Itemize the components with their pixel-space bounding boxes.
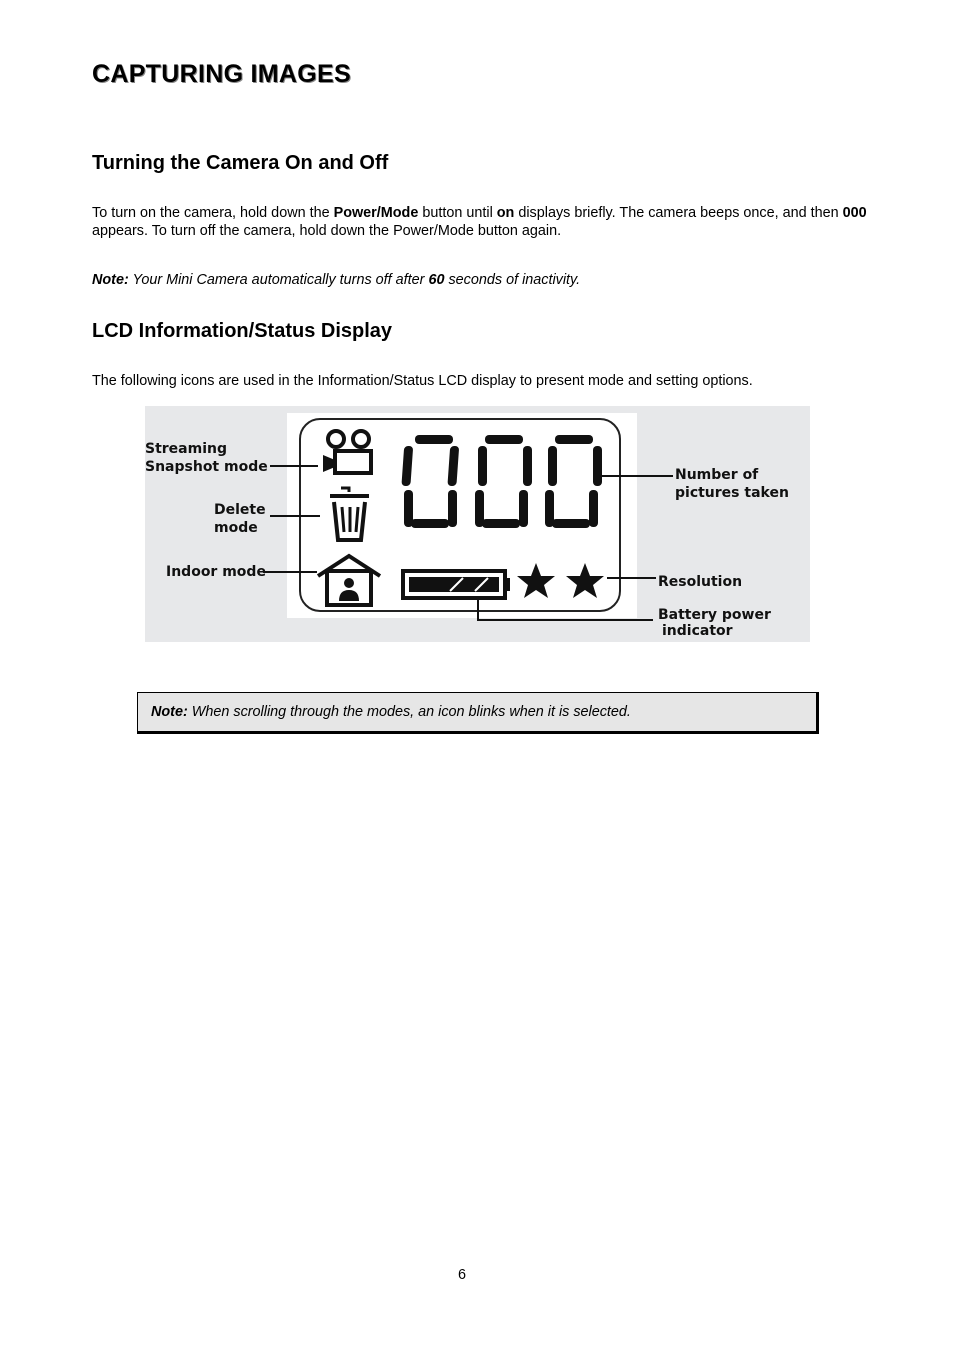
- label-resolution: Resolution: [658, 574, 743, 590]
- lcd-diagram: [145, 406, 810, 642]
- auto-off-note: Note: Your Mini Camera automatically turns off after 60 seconds of inactivity.: [92, 272, 581, 288]
- power-instructions: To turn on the camera, hold down the Power/Mode button until on displays briefly. The camera beeps once, and then 000 appears. To turn off the camera, hold down the Power/Mode button again.: [92, 205, 867, 239]
- label-delete-2: mode: [214, 520, 258, 536]
- note-box-text: Note: When scrolling through the modes, an icon blinks when it is selected.: [151, 704, 631, 720]
- section-heading-lcd: LCD Information/Status Display: [92, 320, 393, 342]
- label-streaming-2: Snapshot mode: [145, 459, 268, 475]
- section-heading-power: Turning the Camera On and Off: [92, 152, 389, 174]
- label-streaming-1: Streaming: [145, 441, 227, 457]
- on-term: on: [496, 205, 515, 221]
- page-number: 6: [457, 1267, 466, 1283]
- note-label: Note:: [92, 272, 129, 288]
- label-number-2: pictures taken: [675, 485, 789, 501]
- power-mode-term: Power/Mode: [333, 205, 419, 221]
- counter-term: 000: [842, 205, 867, 221]
- note-box: [137, 692, 819, 734]
- timeout-value: 60: [428, 272, 445, 288]
- note-box-label: Note:: [151, 704, 188, 720]
- label-delete-1: Delete: [214, 502, 266, 518]
- page-title: CAPTURING IMAGES: [92, 60, 351, 88]
- label-indoor: Indoor mode: [166, 564, 266, 580]
- label-number-1: Number of: [675, 467, 759, 483]
- label-battery-2: indicator: [662, 623, 733, 639]
- lcd-intro: The following icons are used in the Information/Status LCD display to present mode and setting options.: [92, 373, 753, 389]
- label-battery-1: Battery power: [658, 607, 771, 623]
